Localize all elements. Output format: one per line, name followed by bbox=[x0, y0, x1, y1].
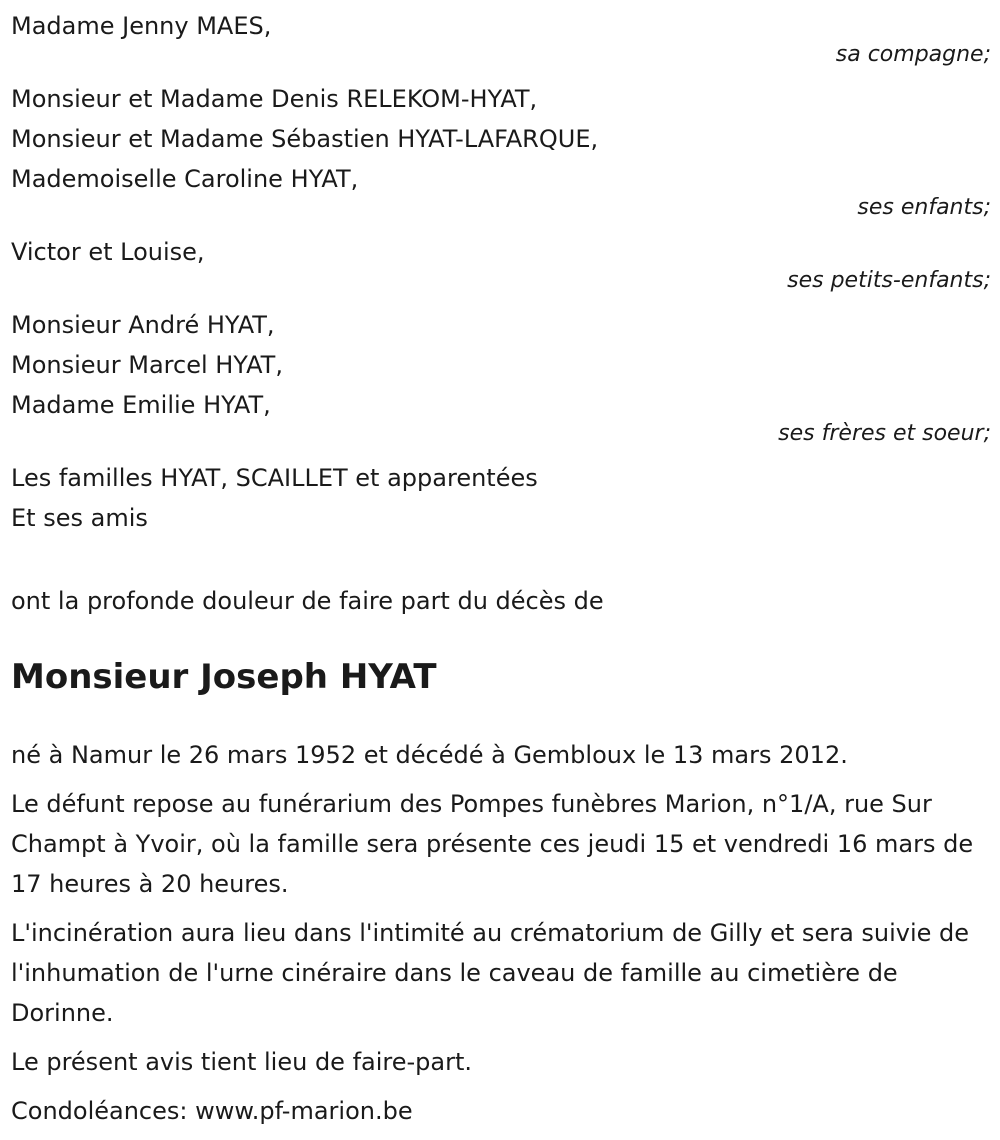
family-member-line: Monsieur et Madame Sébastien HYAT-LAFARQUE, bbox=[11, 125, 599, 153]
family-member-line: Madame Jenny MAES, bbox=[11, 12, 272, 40]
deceased-name: Monsieur Joseph HYAT bbox=[11, 657, 437, 697]
family-member-line: Monsieur et Madame Denis RELEKOM-HYAT, bbox=[11, 85, 538, 113]
birth-death-dates: né à Namur le 26 mars 1952 et décédé à Gembloux le 13 mars 2012. bbox=[11, 741, 848, 769]
notice-statement: Le présent avis tient lieu de faire-part. bbox=[11, 1048, 473, 1076]
group-children bbox=[11, 79, 991, 223]
funerarium-details: Le défunt repose au funérarium des Pompes funèbres Marion, n°1/A, rue Sur Champt à Yvoir, où la famille sera présente ces jeudi 15 et vendredi 16 mars de 17 heures à 20 heures. bbox=[11, 790, 974, 898]
family-member-line: Madame Emilie HYAT, bbox=[11, 391, 271, 419]
group-companion bbox=[11, 6, 991, 70]
family-member-line: Monsieur Marcel HYAT, bbox=[11, 351, 283, 379]
relation-label: ses frères et soeur; bbox=[778, 421, 991, 446]
group-families bbox=[11, 458, 991, 538]
group-grandchildren bbox=[11, 232, 991, 296]
families-line: Les familles HYAT, SCAILLET et apparentées bbox=[11, 464, 538, 492]
relation-label: ses petits-enfants; bbox=[787, 268, 991, 293]
family-member-line: Victor et Louise, bbox=[11, 238, 205, 266]
group-siblings bbox=[11, 305, 991, 449]
obituary-notice bbox=[11, 6, 991, 1140]
family-member-line: Monsieur André HYAT, bbox=[11, 311, 275, 339]
announcement-text: ont la profonde douleur de faire part du décès de bbox=[11, 587, 604, 615]
relation-label: ses enfants; bbox=[857, 195, 991, 220]
family-member-line: Mademoiselle Caroline HYAT, bbox=[11, 165, 359, 193]
condolences-website: Condoléances: www.pf-marion.be bbox=[11, 1097, 413, 1125]
relation-label: sa compagne; bbox=[835, 42, 991, 67]
friends-line: Et ses amis bbox=[11, 504, 148, 532]
cremation-details: L'incinération aura lieu dans l'intimité au crématorium de Gilly et sera suivie de l'inhumation de l'urne cinéraire dans le caveau de famille au cimetière de Dorinne. bbox=[11, 919, 970, 1027]
